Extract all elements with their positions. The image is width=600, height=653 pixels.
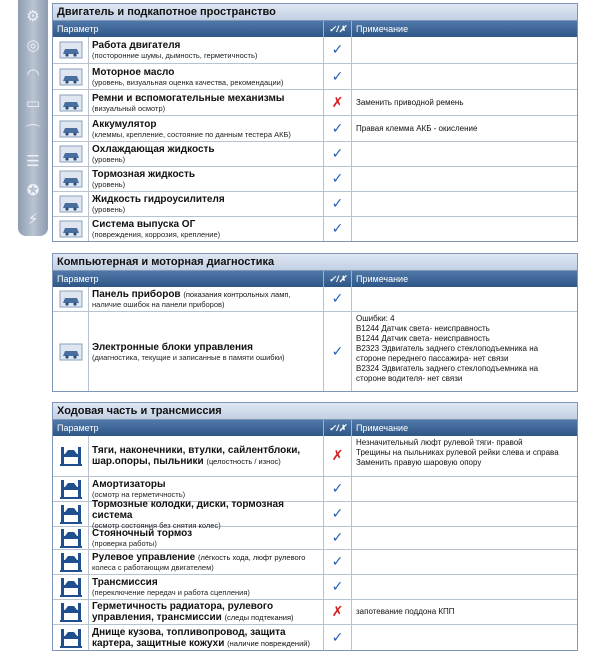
battery-icon: ▭ bbox=[25, 94, 41, 112]
param-cell bbox=[89, 498, 324, 530]
table-row bbox=[53, 89, 577, 115]
header-status: ✓/✗ bbox=[324, 420, 352, 436]
note-line: стороне переднего пассажира- нет связи bbox=[356, 354, 509, 363]
car-lift-icon bbox=[53, 600, 89, 624]
section-title: Компьютерная и моторная диагностика bbox=[53, 254, 577, 271]
note-cell bbox=[352, 527, 577, 549]
note-cell bbox=[352, 37, 577, 63]
category-sidebar bbox=[18, 0, 48, 236]
note-cell bbox=[352, 550, 577, 574]
car-icon bbox=[53, 64, 89, 89]
note-cell bbox=[352, 502, 577, 526]
param-title: Жидкость гидроусилителя bbox=[92, 194, 225, 205]
table-row bbox=[53, 287, 577, 311]
param-title: Электронные блоки управления bbox=[92, 341, 254, 353]
header-param: Параметр bbox=[53, 21, 324, 37]
param-cell bbox=[89, 436, 324, 476]
table-row bbox=[53, 166, 577, 191]
note-cell bbox=[352, 312, 577, 391]
param-title: Тормозные колодки, диски, тормозная система bbox=[92, 498, 284, 521]
check-mark-icon: ✓ bbox=[324, 575, 352, 599]
param-title: Охлаждающая жидкость bbox=[92, 144, 215, 155]
car-lift-icon bbox=[53, 477, 89, 501]
param-cell bbox=[89, 600, 324, 624]
note-line: B1244 Датчик света- неисправность bbox=[356, 324, 490, 333]
table-row bbox=[53, 63, 577, 89]
header-note: Примечание bbox=[356, 274, 409, 284]
param-cell bbox=[89, 527, 324, 549]
param-title: Тяги, наконечники, втулки, сайлентблоки, bbox=[92, 445, 301, 456]
table-row bbox=[53, 141, 577, 166]
note-cell: Правая клемма АКБ - окисление bbox=[356, 123, 478, 133]
note-line: B2324 Эдвигатель заднего стеклоподъемника на bbox=[356, 364, 539, 373]
car-icon bbox=[53, 116, 89, 141]
table-row bbox=[53, 115, 577, 141]
header-param: Параметр bbox=[53, 271, 324, 287]
check-mark-icon: ✓ bbox=[324, 625, 352, 650]
car-icon bbox=[53, 312, 89, 391]
car-lift-icon bbox=[53, 436, 89, 476]
param-subtitle: (диагностика, текущие и записанные в памяти ошибки) bbox=[92, 352, 285, 362]
param-subtitle: (уровень) bbox=[92, 205, 126, 214]
param-cell bbox=[89, 116, 324, 141]
param-subtitle: (осмотр на герметичность) bbox=[92, 490, 186, 499]
table-row bbox=[53, 476, 577, 501]
brake-disc-icon: ◎ bbox=[26, 36, 40, 54]
param-subtitle: (осмотр состояния без снятия колес) bbox=[92, 520, 221, 530]
note-cell: запотевание поддона КПП bbox=[356, 607, 455, 616]
param-subtitle: (визуальный осмотр) bbox=[92, 103, 166, 113]
cross-mark-icon: ✗ bbox=[324, 600, 352, 624]
param-inline: (лёгкость хода, люфт рулевого bbox=[197, 553, 306, 562]
note-line: B1244 Датчик света- неисправность bbox=[356, 334, 490, 343]
param-title: Амортизаторы bbox=[92, 479, 166, 490]
spark-plug-icon: ⚡ bbox=[27, 210, 39, 228]
param-title: Трансмиссия bbox=[92, 577, 158, 588]
check-mark-icon: ✓ bbox=[324, 192, 352, 216]
header-status: ✓/✗ bbox=[324, 271, 352, 287]
note-cell bbox=[352, 142, 577, 166]
wheel-icon: ✪ bbox=[26, 181, 40, 199]
check-mark-icon: ✓ bbox=[324, 550, 352, 574]
table-row bbox=[53, 436, 577, 476]
param-title: Моторное масло bbox=[92, 66, 175, 78]
param-title: Работа двигателя bbox=[92, 40, 181, 51]
note-cell bbox=[352, 575, 577, 599]
param-subtitle: (клеммы, крепление, состояние по данным тестера АКБ) bbox=[92, 129, 291, 139]
note-cell bbox=[352, 192, 577, 216]
headlight-icon: ☰ bbox=[26, 152, 40, 170]
param-subtitle: (повреждения, коррозия, крепление) bbox=[92, 230, 221, 239]
header-note: Примечание bbox=[356, 24, 409, 34]
param-title-2: картера, защитные кожухи (наличие повреждений) bbox=[92, 637, 310, 649]
car-icon bbox=[53, 142, 89, 166]
table-row bbox=[53, 311, 577, 391]
table-row bbox=[53, 191, 577, 216]
note-cell bbox=[352, 217, 577, 241]
check-mark-icon: ✓ bbox=[324, 312, 352, 391]
engine-icon: ⚙ bbox=[26, 7, 40, 25]
check-mark-icon: ✓ bbox=[324, 287, 352, 311]
section-diagnostics bbox=[52, 253, 578, 392]
table-header bbox=[53, 21, 577, 37]
note-cell: Заменить приводной ремень bbox=[356, 97, 464, 107]
windshield-icon: ◠ bbox=[26, 65, 40, 83]
param-subtitle: (уровень) bbox=[92, 155, 126, 164]
param-subtitle: (посторонние шумы, дымность, герметичность) bbox=[92, 51, 258, 60]
car-icon bbox=[53, 167, 89, 191]
param-subtitle: (проверка работы) bbox=[92, 539, 157, 548]
param-cell bbox=[89, 142, 324, 166]
section-title: Двигатель и подкапотное пространство bbox=[53, 4, 577, 21]
param-subtitle: (уровень) bbox=[92, 180, 126, 189]
check-mark-icon: ✓ bbox=[324, 502, 352, 526]
note-cell bbox=[352, 477, 577, 501]
table-header bbox=[53, 271, 577, 287]
param-inline: (целостность / износ) bbox=[206, 457, 281, 466]
note-cell bbox=[352, 64, 577, 89]
header-param: Параметр bbox=[53, 420, 324, 436]
param-cell bbox=[89, 575, 324, 599]
note-line: стороне водителя- нет связи bbox=[356, 374, 463, 383]
param-cell bbox=[89, 287, 324, 311]
car-lift-icon bbox=[53, 502, 89, 526]
param-inline: (показания контрольных ламп, bbox=[183, 290, 291, 299]
param-title-2: шар.опоры, пыльники (целостность / износ) bbox=[92, 456, 281, 467]
table-row bbox=[53, 624, 577, 650]
note-cell bbox=[352, 287, 577, 311]
check-mark-icon: ✓ bbox=[324, 527, 352, 549]
note-line: Незначительный люфт рулевой тяги- правой bbox=[356, 438, 523, 447]
param-title: Рулевое управление (лёгкость хода, люфт рулевого bbox=[92, 552, 306, 563]
check-mark-icon: ✓ bbox=[324, 64, 352, 89]
note-line: Заменить правую шаровую опору bbox=[356, 458, 482, 467]
table-row bbox=[53, 574, 577, 599]
table-row bbox=[53, 37, 577, 63]
param-title: Панель приборов (показания контрольных ламп, bbox=[92, 289, 291, 300]
param-cell bbox=[89, 477, 324, 501]
table-row bbox=[53, 526, 577, 549]
check-mark-icon: ✓ bbox=[324, 477, 352, 501]
note-line: B2323 Эдвигатель заднего стеклоподъемника на bbox=[356, 344, 539, 353]
section-engine bbox=[52, 3, 578, 242]
check-mark-icon: ✓ bbox=[324, 167, 352, 191]
param-subtitle: (переключение передач и работа сцепления) bbox=[92, 588, 250, 597]
param-subtitle: (уровень, визуальная оценка качества, рекомендации) bbox=[92, 77, 284, 87]
table-row bbox=[53, 549, 577, 574]
param-subtitle: колеса с работающим двигателем) bbox=[92, 563, 214, 572]
cross-mark-icon: ✗ bbox=[324, 436, 352, 476]
cross-mark-icon: ✗ bbox=[324, 90, 352, 115]
table-header bbox=[53, 420, 577, 436]
param-title: Тормозная жидкость bbox=[92, 169, 196, 180]
check-mark-icon: ✓ bbox=[324, 142, 352, 166]
section-title: Ходовая часть и трансмиссия bbox=[53, 403, 577, 420]
param-cell bbox=[89, 312, 324, 391]
table-row bbox=[53, 599, 577, 624]
note-cell bbox=[352, 436, 577, 476]
car-icon bbox=[53, 287, 89, 311]
param-cell bbox=[89, 625, 324, 650]
param-cell bbox=[89, 550, 324, 574]
car-lift-icon bbox=[53, 527, 89, 549]
section-chassis bbox=[52, 402, 578, 651]
param-title: Система выпуска ОГ bbox=[92, 219, 196, 230]
car-icon bbox=[53, 90, 89, 115]
note-cell bbox=[352, 167, 577, 191]
param-cell bbox=[89, 37, 324, 63]
param-cell bbox=[89, 192, 324, 216]
car-lift-icon bbox=[53, 550, 89, 574]
param-cell bbox=[89, 167, 324, 191]
car-icon bbox=[53, 217, 89, 241]
car-lift-icon bbox=[53, 575, 89, 599]
param-title: Днище кузова, топливопровод, защита bbox=[92, 626, 286, 638]
header-status: ✓/✗ bbox=[324, 21, 352, 37]
param-cell bbox=[89, 217, 324, 241]
param-cell bbox=[89, 90, 324, 115]
car-icon bbox=[53, 192, 89, 216]
check-mark-icon: ✓ bbox=[324, 37, 352, 63]
header-note: Примечание bbox=[356, 423, 409, 433]
param-title: Аккумулятор bbox=[92, 118, 157, 130]
check-mark-icon: ✓ bbox=[324, 116, 352, 141]
param-inline: (наличие повреждений) bbox=[227, 638, 310, 648]
param-inline: (следы подтекания) bbox=[224, 613, 294, 622]
car-lift-icon bbox=[53, 625, 89, 650]
note-cell bbox=[352, 625, 577, 650]
note-line: Ошибки: 4 bbox=[356, 314, 395, 323]
param-cell bbox=[89, 64, 324, 89]
wiper-icon: ⌒ bbox=[25, 123, 41, 141]
note-line: Трещины на пыльниках рулевой рейки слева и справа bbox=[356, 448, 559, 457]
car-icon bbox=[53, 37, 89, 63]
param-title: Герметичность радиатора, рулевого bbox=[92, 601, 274, 612]
param-title: Ремни и вспомогательные механизмы bbox=[92, 92, 285, 104]
param-title: Стояночный тормоз bbox=[92, 528, 193, 539]
param-subtitle: наличие ошибок на панели приборов) bbox=[92, 300, 225, 309]
table-row bbox=[53, 498, 577, 530]
param-title-2: управления, трансмиссии (следы подтекания) bbox=[92, 612, 294, 623]
check-mark-icon: ✓ bbox=[324, 217, 352, 241]
table-row bbox=[53, 216, 577, 241]
